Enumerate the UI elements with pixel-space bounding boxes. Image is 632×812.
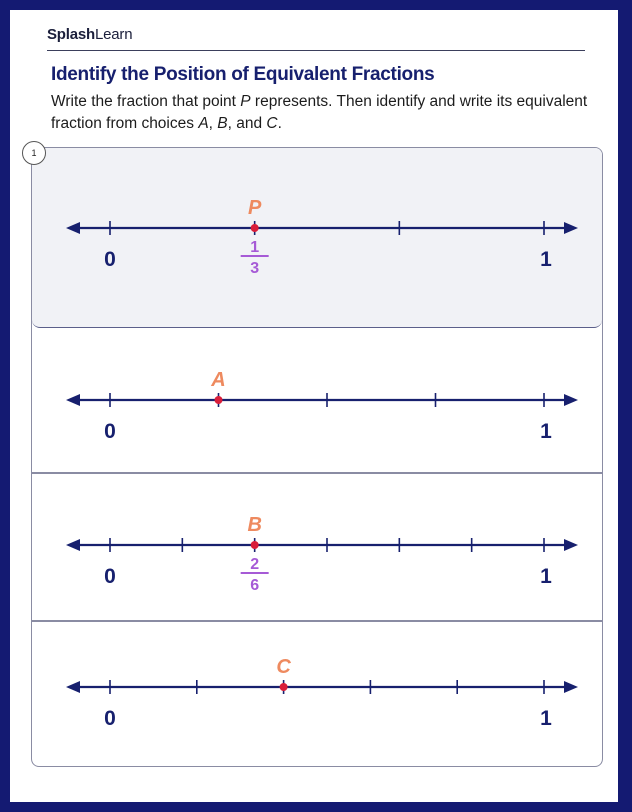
arrow-left-icon [66, 681, 80, 693]
question-number-badge: 1 [22, 141, 46, 165]
arrow-right-icon [564, 539, 578, 551]
brand-logo [47, 26, 132, 43]
instr-text: Write the fraction that point [51, 93, 241, 110]
fraction-numerator: 2 [250, 556, 260, 573]
header-divider [47, 50, 585, 51]
fraction-numerator: 1 [250, 239, 260, 256]
start-label: 0 [104, 565, 116, 588]
number-line-a [32, 328, 602, 473]
brand-bold: Splash [47, 26, 95, 43]
arrow-right-icon [564, 222, 578, 234]
start-label: 0 [104, 248, 116, 271]
instr-var: C [266, 115, 278, 132]
arrow-left-icon [66, 222, 80, 234]
arrow-left-icon [66, 539, 80, 551]
fraction-denominator: 6 [250, 577, 260, 594]
point-marker [280, 683, 288, 691]
instr-text: , and [227, 115, 267, 132]
point-marker [251, 541, 259, 549]
worksheet-page [10, 10, 618, 802]
point-label: B [247, 514, 262, 536]
fraction-denominator: 3 [250, 260, 260, 277]
instr-text: . [277, 115, 282, 132]
arrow-left-icon [66, 394, 80, 406]
point-label: P [247, 197, 262, 219]
arrow-right-icon [564, 681, 578, 693]
end-label: 1 [540, 248, 552, 271]
point-marker [215, 396, 223, 404]
number-line-p [32, 148, 602, 293]
instructions [51, 91, 591, 135]
start-label: 0 [104, 707, 116, 730]
number-line-c [32, 621, 602, 766]
instr-text: represents. Then identify and write its equivalent fraction from choices [51, 93, 588, 132]
point-marker [251, 224, 259, 232]
brand-light: Learn [94, 26, 133, 43]
page-title: Identify the Position of Equivalent Fractions [51, 64, 435, 85]
arrow-right-icon [564, 394, 578, 406]
point-label: C [276, 656, 291, 678]
end-label: 1 [540, 565, 552, 588]
instr-text: , [208, 115, 218, 132]
instr-var: A [198, 115, 209, 132]
point-label: A [211, 369, 226, 391]
end-label: 1 [540, 707, 552, 730]
instr-var: P [240, 93, 251, 110]
question-card [31, 147, 603, 767]
number-line-b [32, 473, 602, 618]
start-label: 0 [104, 420, 116, 443]
instr-var: B [217, 115, 228, 132]
end-label: 1 [540, 420, 552, 443]
